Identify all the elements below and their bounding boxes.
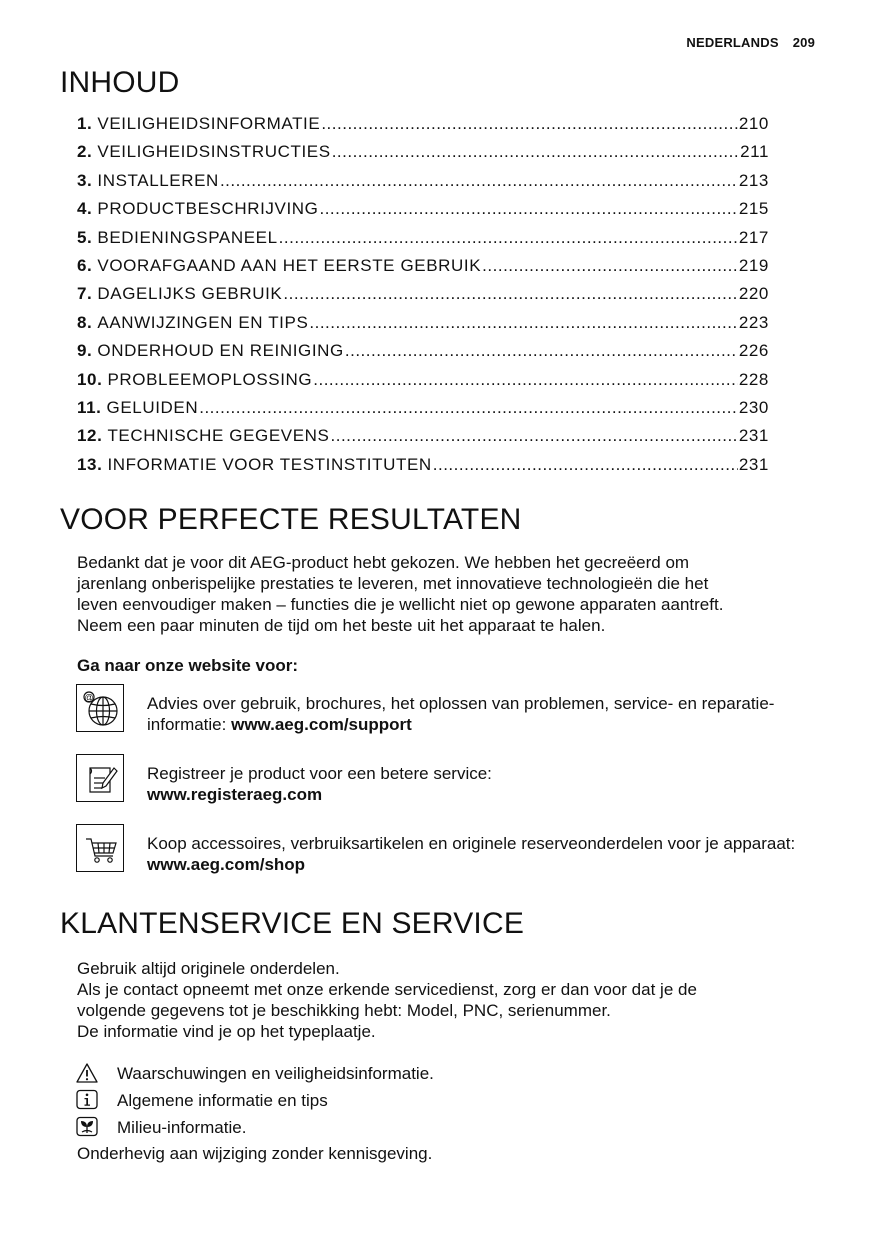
toc-dot-leader [332, 142, 739, 162]
toc-entry[interactable] [77, 341, 769, 369]
legend-environment-label: Milieu-informatie. [117, 1118, 247, 1137]
toc-entry[interactable] [77, 370, 769, 398]
results-intro-line: Bedankt dat je voor dit AEG-product hebt gekozen. We hebben het gecreëerd om [77, 553, 690, 572]
disclaimer: Onderhevig aan wijziging zonder kennisgeving. [77, 1144, 433, 1163]
toc-entry-page: 211 [740, 142, 769, 162]
toc-entry-label: VEILIGHEIDSINFORMATIE [97, 114, 321, 133]
toc-entry-number: 7. [77, 284, 93, 304]
toc-entry[interactable] [77, 284, 769, 312]
header-page-number: 209 [792, 35, 815, 50]
toc-entry[interactable] [77, 313, 769, 341]
toc-entry[interactable] [77, 426, 769, 454]
toc-entry-page: 220 [738, 284, 769, 304]
toc-title: INHOUD [60, 66, 180, 99]
toc-dot-leader [220, 171, 738, 191]
toc-dot-leader [319, 199, 737, 219]
svg-text:@: @ [84, 692, 94, 703]
toc-entry[interactable] [77, 114, 769, 142]
toc-entry-page: 210 [738, 114, 769, 133]
toc-entry-label: VEILIGHEIDSINSTRUCTIES [97, 142, 331, 162]
table-of-contents [77, 114, 769, 483]
service-row-register [76, 754, 816, 806]
toc-entry-page: 230 [738, 397, 769, 417]
toc-entry[interactable] [77, 142, 769, 170]
results-intro-line: jarenlang onberispelijke prestaties te leveren, met innovatieve technologieën die het [77, 574, 709, 593]
service-row-support [76, 684, 816, 736]
toc-entry-page: 217 [738, 227, 769, 247]
toc-entry-number: 3. [77, 170, 93, 190]
register-icon [76, 754, 124, 802]
toc-dot-leader [331, 426, 738, 446]
header-language: NEDERLANDS [686, 35, 779, 50]
toc-entry-number: 11. [77, 397, 102, 417]
toc-entry-page: 219 [738, 255, 769, 275]
warning-icon [75, 1062, 99, 1084]
support-link[interactable]: www.aeg.com/support [231, 715, 412, 734]
service-description: Koop accessoires, verbruiksartikelen en originele reserveonderdelen voor je apparaat: [147, 834, 796, 853]
toc-entry-label: ONDERHOUD EN REINIGING [97, 341, 344, 361]
toc-entry-number: 9. [77, 341, 93, 361]
toc-entry-label: BEDIENINGSPANEEL [97, 227, 278, 247]
toc-entry-page: 215 [738, 199, 769, 219]
toc-entry-number: 12. [77, 426, 103, 446]
customer-service-line: Als je contact opneemt met onze erkende servicedienst, zorg er dan voor dat je de [77, 980, 697, 999]
toc-entry-label: TECHNISCHE GEGEVENS [107, 426, 330, 446]
toc-entry[interactable] [77, 199, 769, 227]
toc-entry[interactable] [77, 455, 769, 483]
toc-dot-leader [482, 256, 738, 276]
toc-entry-label: PROBLEEMOPLOSSING [107, 369, 313, 389]
toc-entry-label: DAGELIJKS GEBRUIK [97, 284, 283, 304]
website-heading: Ga naar onze website voor: [77, 656, 299, 675]
service-text-support [147, 693, 807, 735]
service-text-shop [147, 833, 807, 875]
results-title: VOOR PERFECTE RESULTATEN [60, 503, 522, 536]
toc-entry-page: 231 [738, 426, 769, 446]
toc-entry-page: 213 [738, 170, 769, 190]
toc-entry-page: 231 [738, 454, 769, 474]
toc-entry-label: INSTALLEREN [97, 170, 219, 190]
page-header [686, 35, 815, 50]
toc-entry-number: 13. [77, 454, 103, 474]
toc-entry-number: 2. [77, 142, 93, 162]
toc-dot-leader [433, 455, 738, 475]
toc-entry-number: 8. [77, 312, 93, 332]
toc-dot-leader [313, 370, 738, 390]
customer-service-line: volgende gegevens tot je beschikking hebt: Model, PNC, serienummer. [77, 1001, 611, 1020]
legend-info-label: Algemene informatie en tips [117, 1091, 328, 1110]
service-text-register [147, 763, 807, 805]
toc-dot-leader [283, 284, 737, 304]
legend-warning-label: Waarschuwingen en veiligheidsinformatie. [117, 1064, 434, 1083]
toc-entry-page: 228 [738, 369, 769, 389]
toc-entry[interactable] [77, 398, 769, 426]
toc-entry-label: GELUIDEN [106, 397, 199, 417]
toc-entry-number: 10. [77, 369, 103, 389]
toc-entry-label: AANWIJZINGEN EN TIPS [97, 312, 309, 332]
customer-service-line: De informatie vind je op het typeplaatje. [77, 1022, 376, 1041]
toc-entry-page: 226 [738, 341, 769, 361]
toc-dot-leader [199, 398, 738, 418]
toc-entry-label: PRODUCTBESCHRIJVING [97, 199, 319, 219]
toc-entry[interactable] [77, 228, 769, 256]
shop-link[interactable]: www.aeg.com/shop [147, 855, 306, 874]
toc-entry[interactable] [77, 256, 769, 284]
toc-entry-page: 223 [738, 312, 769, 332]
results-intro-line: Neem een paar minuten de tijd om het beste uit het apparaat te halen. [77, 616, 606, 635]
service-description: Registreer je product voor een betere service: [147, 764, 492, 783]
toc-entry[interactable] [77, 171, 769, 199]
customer-service-text [77, 958, 817, 1042]
toc-entry-number: 1. [77, 114, 93, 133]
toc-entry-number: 6. [77, 255, 93, 275]
environment-icon [75, 1116, 99, 1138]
customer-service-line: Gebruik altijd originele onderdelen. [77, 959, 340, 978]
toc-entry-number: 4. [77, 199, 93, 219]
service-description: Advies over gebruik, brochures, het oplossen van problemen, service- en reparatie-informatie: [147, 694, 775, 734]
toc-dot-leader [345, 341, 738, 361]
results-intro [77, 552, 817, 636]
cart-icon [76, 824, 124, 872]
results-intro-line: leven eenvoudiger maken – functies die je wellicht niet op gewone apparaten aantreft. [77, 595, 724, 614]
globe-icon [76, 684, 124, 732]
info-icon [75, 1089, 99, 1111]
customer-service-title: KLANTENSERVICE EN SERVICE [60, 907, 525, 940]
toc-entry-number: 5. [77, 227, 93, 247]
toc-dot-leader [321, 114, 738, 134]
service-row-shop [76, 824, 816, 876]
register-link[interactable]: www.registeraeg.com [147, 785, 323, 804]
toc-entry-label: INFORMATIE VOOR TESTINSTITUTEN [107, 454, 432, 474]
toc-entry-label: VOORAFGAAND AAN HET EERSTE GEBRUIK [97, 255, 482, 275]
toc-dot-leader [309, 313, 737, 333]
toc-dot-leader [279, 228, 738, 248]
